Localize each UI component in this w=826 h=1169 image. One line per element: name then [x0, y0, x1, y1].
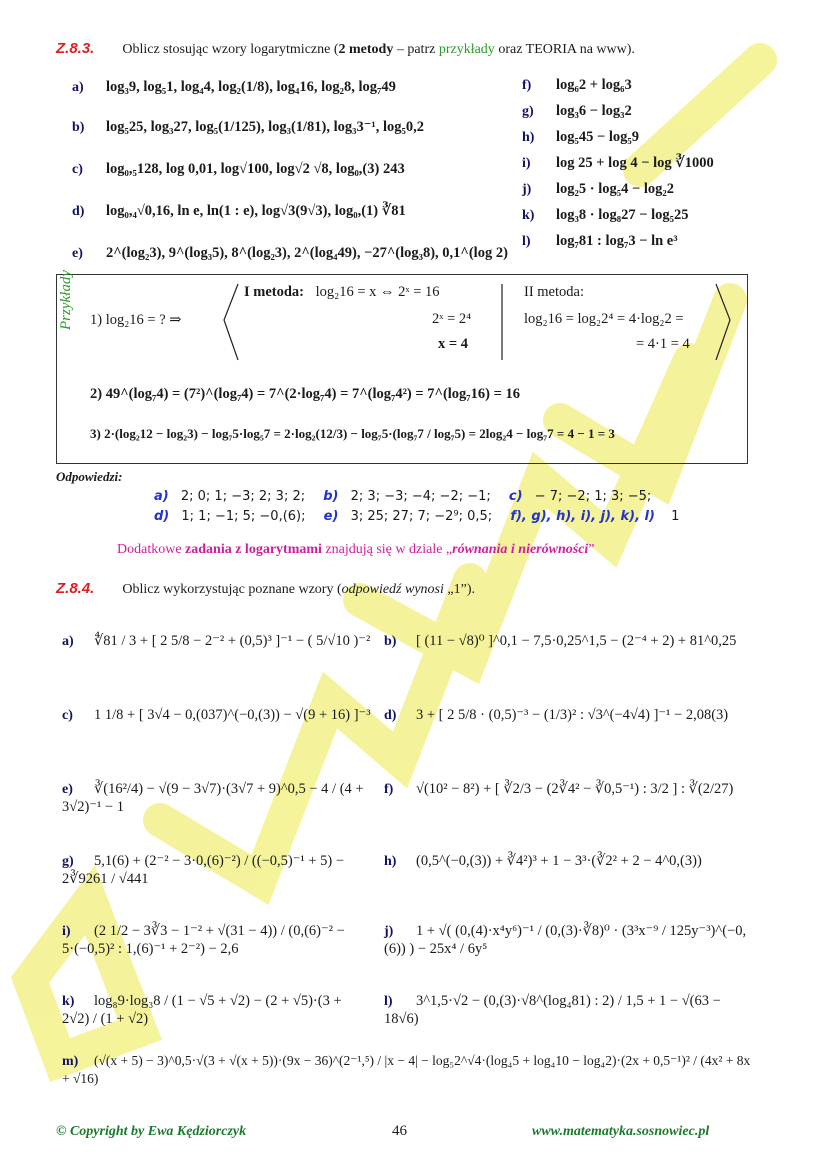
- item-expression: log₃6 − log₃2: [556, 103, 632, 119]
- extra-note-section[interactable]: równania i nierówności: [452, 542, 589, 557]
- item-label: k): [522, 208, 535, 223]
- answer-label: c): [508, 489, 523, 504]
- item-label: l): [384, 994, 393, 1009]
- task-text-italic: odpowiedź wynosi: [341, 582, 444, 597]
- item-label: b): [72, 120, 85, 135]
- item-label: d): [384, 708, 397, 723]
- item-expression: log₈9·log₃8 / (1 − √5 + √2) − (2 + √5)·(3 + 2√2) / (1 + √2): [62, 993, 342, 1027]
- item-label: f): [522, 78, 532, 93]
- item-expression: (√(x + 5) − 3)^0,5·√(3 + √(x + 5))·(9x − 36)^(2⁻¹,⁵) / |x − 4| − log₅2^√4·(log₄5 + log₄10 − log₄2)·(2x + 0,5⁻¹)² / (4x² + 8x + √16): [62, 1053, 751, 1086]
- item-expression: ∛(16²/4) − √(9 − 3√7)·(3√7 + 9)^0,5 − 4 / (4 + 3√2)⁻¹ − 1: [62, 781, 364, 815]
- item-label: a): [72, 80, 84, 95]
- task-text-pre: Oblicz wykorzystując poznane wzory (: [122, 582, 342, 597]
- method-1-line-3: x = 4: [438, 336, 469, 352]
- answers-title: Odpowiedzi:: [56, 469, 123, 484]
- extra-note-mid: znajdują się w dziale „: [321, 542, 453, 557]
- method-1-title: I metoda:: [244, 284, 305, 300]
- task-text-post: oraz TEORIA na www).: [494, 42, 635, 57]
- task-text-bold: 2 metody: [338, 42, 394, 57]
- item-expression: (0,5^(−0,(3)) + ∛4²)³ + 1 − 3³·(∛2² + 2 − 4^0,(3)): [416, 853, 702, 869]
- task-text-mid: – patrz: [393, 42, 439, 57]
- item-expression: 1 + √( (0,(4)·x⁴y⁶)⁻¹ / (0,(3)·∛8)⁰ · (3³x⁻⁹ / 125y⁻³)^(−0,(6)) ) − 25x⁴ / 6y⁵: [384, 923, 747, 957]
- item-label: d): [72, 204, 85, 219]
- method-1-line-1: log₂16 = x ⇔ 2ˣ = 16: [315, 284, 440, 300]
- example-3: 3) 2·(log₂12 − log₂3) − log₇5·log₅7 = 2·log₂(12/3) − log₇5·(log₇7 / log₇5) = 2log₂4 − log₇7 = 4 − 1 = 3: [90, 426, 615, 441]
- item-f: [384, 780, 754, 798]
- item-expression: 2^(log₂3), 9^(log₃5), 8^(log₂3), 2^(log₄49), −27^(log₃8), 0,1^(log 2): [106, 245, 508, 261]
- extra-note-pre: Dodatkowe: [117, 542, 186, 557]
- item-label: c): [62, 708, 73, 723]
- page-number: 46: [392, 1123, 407, 1139]
- answer-value: 3; 25; 27; 7; −2⁹; 0,5;: [350, 509, 493, 524]
- examples-link[interactable]: przykłady: [438, 42, 495, 57]
- example-2: 2) 49^(log₇4) = (7²)^(log₇4) = 7^(2·log₇4) = 7^(log₇4²) = 7^(log₇16) = 16: [90, 386, 520, 402]
- item-expression: log₃8 · log₈27 − log₅25: [556, 207, 689, 223]
- method-2-line-2: = 4·1 = 4: [636, 336, 690, 352]
- answers-line-2: [154, 509, 679, 524]
- item-j: [384, 922, 754, 958]
- item-m: [62, 1052, 752, 1088]
- answer-value: − 7; −2; 1; 3; −5;: [534, 489, 652, 504]
- item-expression: log 25 + log 4 − log ∛1000: [556, 155, 714, 171]
- item-label: i): [522, 156, 531, 171]
- task-label: Z.8.3.: [56, 40, 95, 57]
- footer-website[interactable]: www.matematyka.sosnowiec.pl: [532, 1124, 710, 1139]
- item-label: h): [522, 130, 535, 145]
- item-expression: 3 + [ 2 5/8 · (0,5)⁻³ − (1/3)² : √3^(−4√4) ]⁻¹ − 2,08(3): [416, 707, 729, 723]
- item-label: c): [72, 162, 83, 177]
- answer-value: 1: [671, 509, 680, 524]
- answer-value: 2; 0; 1; −3; 2; 3; 2;: [180, 489, 306, 504]
- answer-label: f), g), h), i), j), k), l): [510, 509, 655, 524]
- item-g: [62, 852, 372, 888]
- extra-note: [117, 542, 595, 558]
- item-expression: 5,1(6) + (2⁻² − 3·0,(6)⁻²) / ((−0,5)⁻¹ + 5) − 2∛9261 / √441: [62, 853, 345, 887]
- item-label: k): [62, 994, 75, 1009]
- item-expression: log₃9, log₅1, log₄4, log₂(1/8), log₄16, log₂8, log₇49: [106, 79, 396, 95]
- example-1-question: 1) log₂16 = ? ⇒: [90, 312, 182, 328]
- item-d: [384, 706, 754, 724]
- item-expression: log₇81 : log₇3 − ln e³: [556, 233, 678, 249]
- item-label: i): [62, 924, 71, 939]
- examples-side-label: Przykłady: [58, 270, 74, 330]
- task-header-2: [56, 580, 475, 598]
- answer-label: b): [323, 489, 339, 504]
- item-b: [384, 632, 754, 650]
- answer-label: e): [323, 509, 339, 524]
- item-expression: 3^1,5·√2 − (0,(3)·√8^(log₄81) : 2) / 1,5 + 1 − √(63 − 18√6): [384, 993, 721, 1027]
- answer-label: d): [154, 509, 170, 524]
- item-label: b): [384, 634, 397, 649]
- item-label: l): [522, 234, 531, 249]
- item-label: e): [62, 782, 73, 797]
- item-label: j): [522, 182, 532, 197]
- item-expression: (2 1/2 − 3∛3 − 1⁻² + √(31 − 4)) / (0,(6)⁻² − 5·(−0,5)² : 1,(6)⁻¹ + 2⁻²) − 2,6: [62, 923, 345, 957]
- item-label: e): [72, 246, 83, 261]
- item-label: a): [62, 634, 74, 649]
- item-a: [62, 632, 372, 650]
- item-k: [62, 992, 372, 1028]
- item-expression: √(10² − 8²) + [ ∛2/3 − (2∛4² − ∛0,5⁻¹) : 3/2 ] : ∛(2/27): [416, 781, 734, 797]
- item-h: [384, 852, 754, 870]
- item-label: j): [384, 924, 394, 939]
- extra-note-post: ”: [588, 542, 595, 557]
- item-i: [62, 922, 372, 958]
- extra-note-link[interactable]: zadania z logarytmami: [185, 542, 322, 557]
- method-1-line-2: 2ˣ = 2⁴: [432, 311, 472, 327]
- item-expression: ∜81 / 3 + [ 2 5/8 − 2⁻² + (0,5)³ ]⁻¹ − ( 5/√10 )⁻²: [94, 633, 371, 649]
- item-expression: log₅45 − log₅9: [556, 129, 640, 145]
- item-label: h): [384, 854, 397, 869]
- item-label: g): [62, 854, 74, 869]
- method-2-title: II metoda:: [524, 284, 584, 300]
- item-expression: log₆2 + log₆3: [556, 77, 632, 93]
- item-e: [62, 780, 372, 816]
- item-c: [62, 706, 372, 724]
- item-expression: log₂5 · log₅4 − log₂2: [556, 181, 674, 197]
- item-expression: 1 1/8 + [ 3√4 − 0,(037)^(−0,(3)) − √(9 + 16) ]⁻³: [94, 707, 371, 723]
- method-2-line-1: log₂16 = log₂2⁴ = 4·log₂2 =: [524, 311, 684, 327]
- item-expression: log₅25, log₃27, log₅(1/125), log₃(1/81), log₃3⁻¹, log₅0,2: [106, 119, 425, 135]
- answer-value: 1; 1; −1; 5; −0,(6);: [181, 509, 306, 524]
- footer-copyright: © Copyright by Ewa Kędziorczyk: [56, 1124, 247, 1139]
- task-text-pre: Oblicz stosując wzory logarytmiczne (: [122, 42, 339, 57]
- item-expression: log₀,₅128, log 0,01, log√100, log√2 √8, log₀,(3) 243: [106, 161, 405, 177]
- answer-value: 2; 3; −3; −4; −2; −1;: [350, 489, 491, 504]
- task-text-post: „1”).: [443, 582, 475, 597]
- answers-line-1: [154, 489, 651, 504]
- item-label: f): [384, 782, 394, 797]
- answer-label: a): [154, 489, 169, 504]
- item-label: g): [522, 104, 534, 119]
- item-label: m): [62, 1054, 79, 1069]
- method-1: [244, 284, 440, 301]
- item-expression: log₀,₄√0,16, ln e, ln(1 : e), log√3(9√3), log₀,(1) ∛81: [106, 203, 406, 219]
- task-label: Z.8.4.: [56, 580, 95, 597]
- item-l: [384, 992, 754, 1028]
- item-expression: [ (11 − √8)⁰ ]^0,1 − 7,5·0,25^1,5 − (2⁻⁴ + 2) + 81^0,25: [416, 633, 737, 649]
